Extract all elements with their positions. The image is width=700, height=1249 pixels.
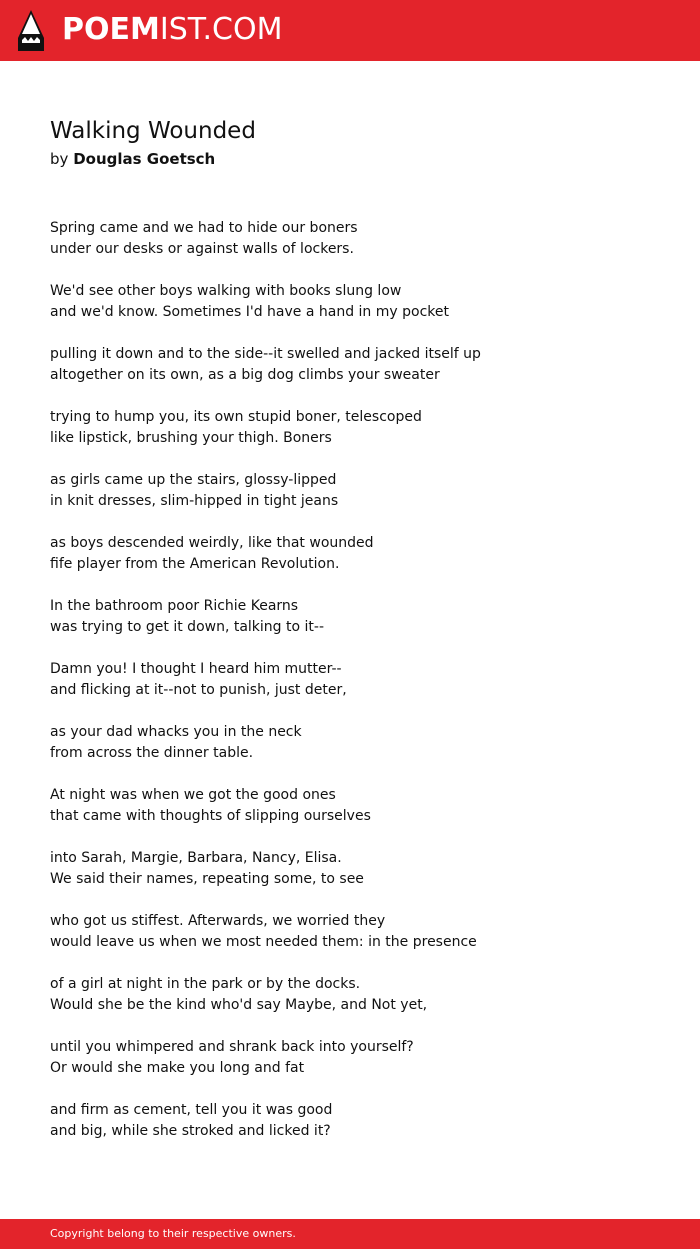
poem-line: as your dad whacks you in the neck [50,724,302,740]
poem-line: fife player from the American Revolution. [50,556,340,572]
poem-stanza [50,533,670,575]
poem-line: Or would she make you long and fat [50,1060,305,1076]
poem-line: trying to hump you, its own stupid boner, telescoped [50,409,422,425]
poem-line: We said their names, repeating some, to see [50,871,364,887]
poem-line: and flicking at it--not to punish, just deter, [50,682,347,698]
poem-line: who got us stiffest. Afterwards, we worried they [50,913,386,929]
poem-stanza [50,722,670,764]
logo-bold-text: POEM [62,12,160,47]
poem-line: in knit dresses, slim-hipped in tight jeans [50,493,339,509]
poem-line: Spring came and we had to hide our boners [50,220,358,236]
author-name[interactable]: Douglas Goetsch [73,150,216,168]
poem-byline [50,148,215,170]
site-header [0,0,700,61]
poem-line: from across the dinner table. [50,745,254,761]
poem-stanza [50,344,670,386]
poem-stanza [50,1100,670,1142]
poem-stanza [50,218,670,260]
site-logo[interactable] [62,12,282,48]
poem-line: into Sarah, Margie, Barbara, Nancy, Elisa. [50,850,342,866]
poem-line: under our desks or against walls of lockers. [50,241,354,257]
by-label: by [50,150,69,168]
poem-stanza [50,1037,670,1079]
poem-line: was trying to get it down, talking to it-- [50,619,325,635]
copyright-text: Copyright belong to their respective owners. [50,1227,296,1240]
poem-stanza [50,785,670,827]
poem-line: pulling it down and to the side--it swelled and jacked itself up [50,346,481,362]
poem-stanza [50,974,670,1016]
poem-line: as girls came up the stairs, glossy-lipped [50,472,337,488]
poem-line: At night was when we got the good ones [50,787,336,803]
pencil-icon[interactable] [18,10,44,51]
poem-line: like lipstick, brushing your thigh. Boners [50,430,332,446]
poem-line: and we'd know. Sometimes I'd have a hand in my pocket [50,304,449,320]
poem-line: and firm as cement, tell you it was good [50,1102,333,1118]
poem-stanza [50,659,670,701]
poem-line: We'd see other boys walking with books slung low [50,283,402,299]
site-footer [0,1219,700,1249]
poem-stanza [50,407,670,449]
logo-light-text: IST.COM [159,12,283,47]
poem-line: altogether on its own, as a big dog climbs your sweater [50,367,440,383]
poem-line: that came with thoughts of slipping ourselves [50,808,371,824]
poem-line: of a girl at night in the park or by the docks. [50,976,361,992]
poem-line: as boys descended weirdly, like that wounded [50,535,374,551]
poem-title: Walking Wounded [50,118,256,144]
poem-line: In the bathroom poor Richie Kearns [50,598,299,614]
poem-stanza [50,470,670,512]
poem-stanza [50,911,670,953]
poem-stanza [50,281,670,323]
poem-stanza [50,596,670,638]
poem-line: Damn you! I thought I heard him mutter-- [50,661,342,677]
poem-line: and big, while she stroked and licked it? [50,1123,331,1139]
poem-body [50,218,670,1163]
poem-line: would leave us when we most needed them: in the presence [50,934,477,950]
poem-line: until you whimpered and shrank back into yourself? [50,1039,414,1055]
poem-stanza [50,848,670,890]
poem-line: Would she be the kind who'd say Maybe, and Not yet, [50,997,428,1013]
